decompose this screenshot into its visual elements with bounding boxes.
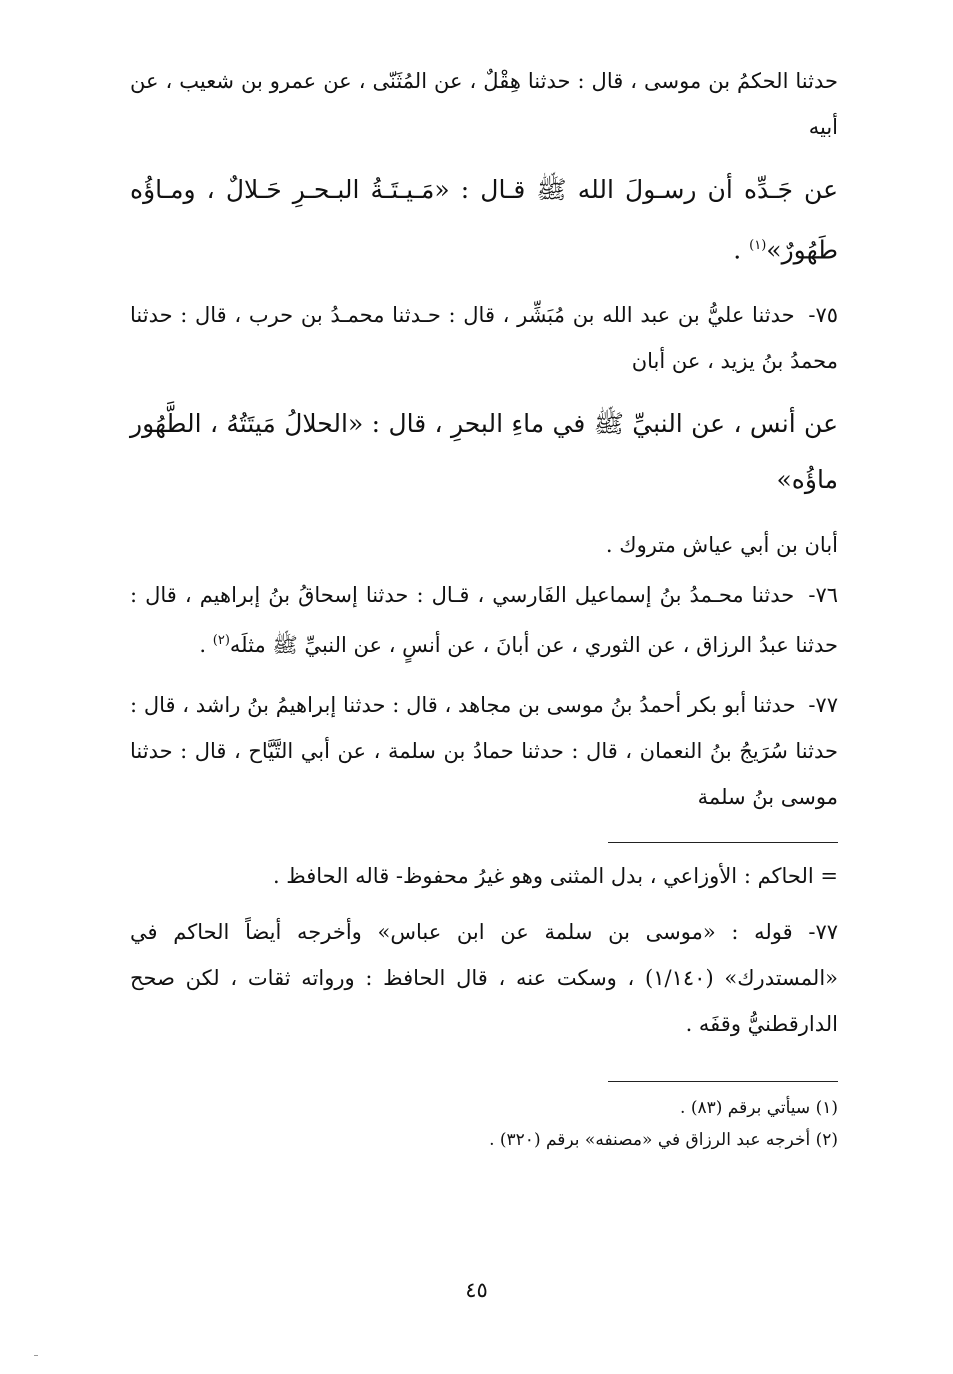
hadith-74-end: . — [733, 235, 750, 265]
hadith-75-verdict-text: أبان بن أبي عياش متروك . — [605, 533, 838, 558]
footnote-ref-1: (١) — [749, 238, 767, 253]
hadith-75-text — [130, 396, 838, 508]
commentary-note-77-text: ٧٧- قوله : «موسى بن سلمة عن ابن عباس» وأخرجه أيضاً الحاكم في «المستدرك» (١/١٤٠) ، وسكت عنه ، قال الحافظ : ورواته ثقات ، لكن صحح الدارقطنيُّ وقفَه . — [130, 920, 839, 1037]
commentary-continuation — [130, 853, 838, 899]
hadith-76-end: . — [199, 633, 213, 658]
footnote-divider — [608, 1081, 838, 1082]
hadith-75-chain — [130, 292, 838, 384]
hadith-75-matn: عن أنس ، عن النبيِّ ﷺ في ماءِ البحرِ ، قال : «الحلالُ مَيتَتُهُ ، الطَّهُور ماؤُه» — [130, 409, 838, 495]
hadith-76 — [130, 572, 838, 668]
hadith-75-number: ٧٥- — [808, 303, 838, 328]
hadith-74-chain-text: حدثنا الحكمُ بن موسى ، قال : حدثنا هِقْلٌ ، عن المُثَنّى ، عن عمرو بن شعيب ، عن أبيه — [130, 69, 838, 139]
footnote-1 — [130, 1092, 838, 1124]
hadith-77-number: ٧٧- — [808, 693, 838, 718]
hadith-77 — [130, 682, 838, 820]
hadith-76-text: حدثنا محـمدُ بنُ إسماعيل الفَارسي ، قـال : حدثنا إسحاقُ بنُ إبراهيم ، قال : حدثنا عبدُ الرزاق ، عن الثوري ، عن أبانَ ، عن أنسٍ ، عن النبيِّ ﷺ مثلَه — [130, 583, 838, 658]
footnote-1-text: (١) سيأتي برقم (٨٣) . — [680, 1098, 838, 1119]
commentary-continuation-text: = الحاكم : الأوزاعي ، بدل المثنى وهو غيرُ محفوظ- قاله الحافظ . — [272, 864, 838, 889]
hadith-74-chain — [130, 58, 838, 150]
commentary-note-77 — [130, 909, 838, 1047]
hadith-75-verdict — [130, 522, 838, 568]
footnote-2-text: (٢) أخرجه عبد الرزاق في «مصنفه» برقم (٣٢٠) . — [489, 1130, 838, 1151]
footnote-ref-2: (٢) — [212, 633, 230, 649]
scan-edge-mark — [34, 1355, 38, 1356]
page-body — [130, 58, 838, 1156]
hadith-74-text — [130, 162, 838, 278]
hadith-76-number: ٧٦- — [808, 583, 838, 608]
commentary-divider — [608, 842, 838, 843]
hadith-77-text: حدثنا أبو بكر أحمدُ بنُ موسى بن مجاهد ، قال : حدثنا إبراهيمُ بنُ راشد ، قال : حدثنا سُرَيجُ بنُ النعمان ، قال : حدثنا حمادُ بن سلمة ، عن أبي التَّيَّاح ، قال : حدثنا موسى بنُ سلمة — [130, 693, 838, 810]
footnote-2 — [130, 1124, 838, 1156]
hadith-75-chain-text: حدثنا عليُّ بن عبد الله بن مُبَشِّر ، قال : حـدثنا محمـدُ بن حرب ، قال : حدثنا محمدُ بنُ يزيد ، عن أبان — [130, 303, 838, 374]
hadith-74-matn: عن جَـدِّه أن رسـولَ الله ﷺ قـال : «مَـيـتَـةُ البـحـرِ حَـلالٌ ، ومـاؤُه طَهُورٌ» — [130, 175, 838, 265]
page-number: ٤٥ — [465, 1278, 488, 1302]
